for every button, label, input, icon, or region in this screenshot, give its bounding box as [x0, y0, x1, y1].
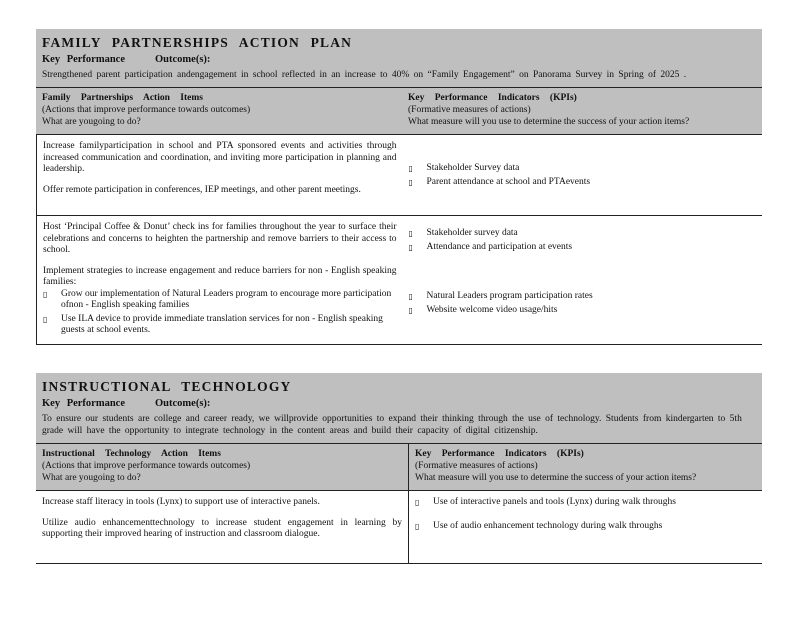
key-performance-label: Key Performance Outcome(s): [42, 398, 211, 409]
action-items-cell: Increase staff literacy in tools (Lynx) to support use of interactive panels. Utilize audio enhancementtechnology to increase student engagement in learning by supporting their improved hearing of instruction and classroom dialogue. [42, 497, 402, 539]
key-performance-label: Key Performance Outcome(s): [42, 54, 211, 65]
list-item: ▯ Attendance and participation at events [409, 242, 757, 254]
kpi-cell [408, 491, 762, 563]
table-row [36, 134, 762, 215]
kpi-cell [403, 135, 763, 215]
table-row [36, 215, 762, 344]
section-banner [36, 373, 762, 443]
list-item: ▯ Stakeholder Survey data [409, 163, 757, 175]
action-items-cell: Increase familyparticipation in school and PTA sponsored events and activities through increased communication and coordination, and inviting more participation in planning and leadership. Offer remote participation in conferences, IEP meetings, and other parent meetings. [43, 141, 397, 195]
outcome-text: Strengthened parent participation andengagement in school reflected in an increase to 40% on “Family Engagement” on Panorama Survey in Spring of 2025 . [42, 70, 687, 80]
list-item: ▯ Grow our implementation of Natural Leaders program to encourage more participation ofnon - English speaking families [43, 289, 397, 312]
section-banner [36, 29, 762, 87]
table-bottom-border [36, 563, 762, 564]
family-partnerships-section [36, 29, 762, 345]
header-right: Key Performance Indicators (KPIs) (Formative measures of actions) What measure will you use to determine the success of your action items? [408, 93, 690, 127]
list-item: ▯ Use of interactive panels and tools (Lynx) during walk throughs [415, 497, 756, 509]
instructional-technology-section [36, 373, 762, 564]
table-row [36, 490, 762, 563]
section-title: FAMILY PARTNERSHIPS ACTION PLAN [42, 35, 353, 50]
list-item: ▯ Use of audio enhancement technology during walk throughs [415, 521, 756, 533]
list-item: ▯ Use ILA device to provide immediate translation services for non - English speaking guests at school events. [43, 314, 397, 337]
action-items-cell: Host ‘Principal Coffee & Donut’ check ins for families throughout the year to surface their celebrations and concerns to heighten the partnership and remove barriers to their access to school. Implement strategies to increase engagement and reduce barriers for non - English speaking families: ▯ Grow our implementation of Natural Leaders program to encourage more participation ofnon - English speaking families ▯ Use ILA device to provide immediate translation services for non - English speaking guests at school events. [37, 216, 403, 344]
list-item: ▯ Parent attendance at school and PTAevents [409, 177, 757, 189]
list-item: ▯ Natural Leaders program participation rates [409, 291, 757, 303]
outcome-text: To ensure our students are college and career ready, we willprovide opportunities to expand their thinking through the use of technology. Students from kindergarten to 5th grade will have the opportunity to integrate technology in the content areas and build their capacity of digital citizenship. [42, 414, 742, 436]
section-title: INSTRUCTIONAL TECHNOLOGY [42, 379, 292, 394]
kpi-cell [403, 216, 763, 344]
table-bottom-border [36, 344, 762, 345]
header-left: Family Partnerships Action Items (Actions that improve performance towards outcomes) What are yougoing to do? [42, 93, 251, 127]
list-item: ▯ Website welcome video usage/hits [409, 305, 757, 317]
list-item: ▯ Stakeholder survey data [409, 228, 757, 240]
table-header [36, 87, 762, 134]
header-right: Key Performance Indicators (KPIs) (Formative measures of actions) What measure will you use to determine the success of your action items? [408, 444, 762, 490]
table-header [36, 443, 762, 490]
header-left: Instructional Technology Action Items (Actions that improve performance towards outcomes) What are yougoing to do? [42, 449, 251, 483]
